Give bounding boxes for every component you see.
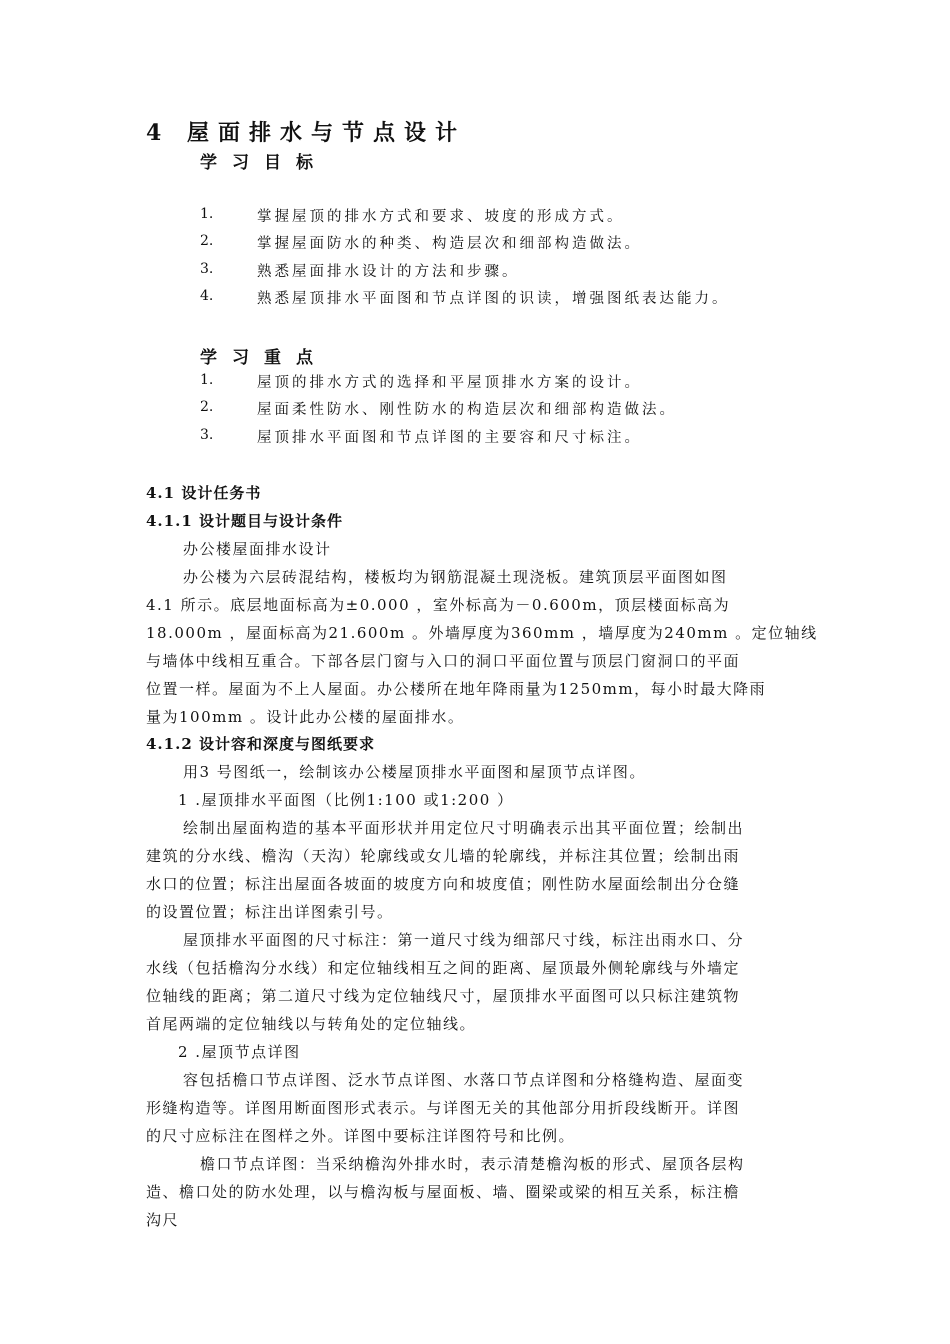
paragraph-line: 办公楼屋面排水设计 bbox=[183, 540, 332, 558]
paragraph-line: 的尺寸应标注在图样之外。详图中要标注详图符号和比例。 bbox=[146, 1127, 576, 1145]
paragraph-line: 建筑的分水线、檐沟（天沟）轮廓线或女儿墙的轮廓线，并标注其位置；绘制出雨 bbox=[146, 847, 741, 865]
paragraph-line: 用3 号图纸一，绘制该办公楼屋顶排水平面图和屋顶节点详图。 bbox=[183, 763, 646, 781]
goal-text: 熟悉屋面排水设计的方法和步骤。 bbox=[257, 264, 520, 280]
keypoint-number: 1. bbox=[200, 372, 214, 388]
paragraph-line: 绘制出屋面构造的基本平面形状并用定位尺寸明确表示出其平面位置；绘制出 bbox=[183, 819, 745, 837]
section-heading-4-1-2: 4.1.2 设计容和深度与图纸要求 bbox=[146, 735, 375, 753]
keypoint-text: 屋面柔性防水、刚性防水的构造层次和细部构造做法。 bbox=[257, 402, 677, 418]
paragraph-line: 形缝构造等。详图用断面图形式表示。与详图无关的其他部分用折段线断开。详图 bbox=[146, 1099, 741, 1117]
goal-number: 1. bbox=[200, 206, 214, 222]
paragraph-line: 水线（包括檐沟分水线）和定位轴线相互之间的距离、屋顶最外侧轮廓线与外墙定 bbox=[146, 959, 741, 977]
paragraph-line: 容包括檐口节点详图、泛水节点详图、水落口节点详图和分格缝构造、屋面变 bbox=[183, 1071, 745, 1089]
list-item-heading: 2 .屋顶节点详图 bbox=[178, 1043, 301, 1061]
goal-text: 熟悉屋顶排水平面图和节点详图的识读，增强图纸表达能力。 bbox=[257, 291, 730, 307]
goal-number: 2. bbox=[200, 233, 214, 249]
paragraph-line: 造、檐口处的防水处理，以与檐沟板与屋面板、墙、圈梁或梁的相互关系，标注檐 bbox=[146, 1183, 741, 1201]
paragraph-line: 屋顶排水平面图的尺寸标注：第一道尺寸线为细部尺寸线，标注出雨水口、分 bbox=[183, 931, 745, 949]
keypoint-number: 2. bbox=[200, 399, 214, 415]
goals-heading: 学习目标 bbox=[200, 153, 328, 173]
list-item-heading: 1 .屋顶排水平面图（比例1:100 或1:200 ） bbox=[178, 791, 514, 809]
keypoints-heading: 学习重点 bbox=[200, 348, 328, 368]
paragraph-line: 首尾两端的定位轴线以与转角处的定位轴线。 bbox=[146, 1015, 477, 1033]
paragraph-line: 位轴线的距离；第二道尺寸线为定位轴线尺寸，屋顶排水平面图可以只标注建筑物 bbox=[146, 987, 741, 1005]
keypoint-number: 3. bbox=[200, 427, 214, 443]
keypoint-text: 屋顶的排水方式的选择和平屋顶排水方案的设计。 bbox=[257, 375, 642, 391]
goal-number: 4. bbox=[200, 288, 214, 304]
section-heading-4-1-1: 4.1.1 设计题目与设计条件 bbox=[146, 512, 343, 530]
goal-text: 掌握屋面防水的种类、构造层次和细部构造做法。 bbox=[257, 236, 642, 252]
keypoint-text: 屋顶排水平面图和节点详图的主要容和尺寸标注。 bbox=[257, 430, 642, 446]
paragraph-line: 18.000m ，屋面标高为21.600m 。外墙厚度为360mm ，墙厚度为240mm 。定位轴线 bbox=[146, 624, 818, 642]
paragraph-line: 办公楼为六层砖混结构，楼板均为钢筋混凝土现浇板。建筑顶层平面图如图 bbox=[183, 568, 728, 586]
paragraph-line: 与墙体中线相互重合。下部各层门窗与入口的洞口平面位置与顶层门窗洞口的平面 bbox=[146, 652, 741, 670]
goal-number: 3. bbox=[200, 261, 214, 277]
paragraph-line: 4.1 所示。底层地面标高为±0.000 ，室外标高为－0.600m，顶层楼面标高为 bbox=[146, 596, 731, 614]
paragraph-line: 檐口节点详图：当采纳檐沟外排水时，表示清楚檐沟板的形式、屋顶各层构 bbox=[200, 1155, 745, 1173]
paragraph-line: 水口的位置；标注出屋面各坡面的坡度方向和坡度值；刚性防水屋面绘制出分仓缝 bbox=[146, 875, 741, 893]
paragraph-line: 量为100mm 。设计此办公楼的屋面排水。 bbox=[146, 708, 465, 726]
paragraph-line: 沟尺 bbox=[146, 1211, 180, 1229]
section-heading-4-1: 4.1 设计任务书 bbox=[146, 484, 262, 502]
page-title: 4 屋面排水与节点设计 bbox=[146, 120, 466, 146]
paragraph-line: 位置一样。屋面为不上人屋面。办公楼所在地年降雨量为1250mm，每小时最大降雨 bbox=[146, 680, 767, 698]
goal-text: 掌握屋顶的排水方式和要求、坡度的形成方式。 bbox=[257, 209, 625, 225]
paragraph-line: 的设置位置；标注出详图索引号。 bbox=[146, 903, 394, 921]
